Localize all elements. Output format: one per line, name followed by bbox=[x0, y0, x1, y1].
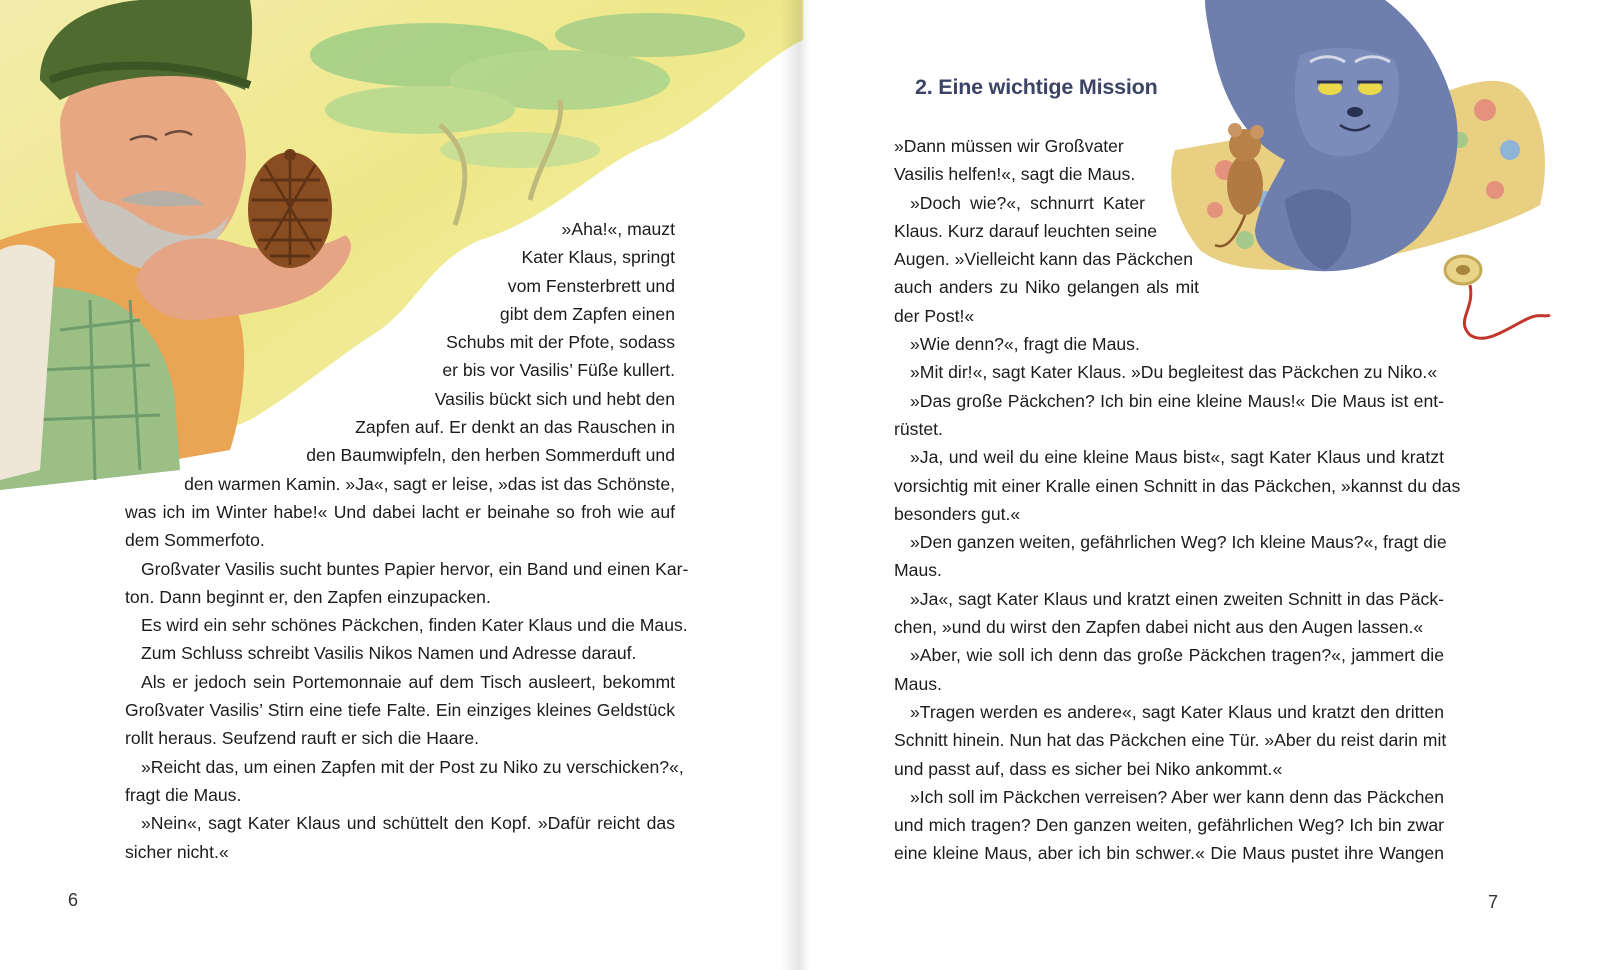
text-line: er bis vor Vasilis’ Füße kullert. bbox=[442, 360, 675, 381]
right-page bbox=[805, 0, 1607, 970]
text-line: den warmen Kamin. »Ja«, sagt er leise, »das ist das Schönste, bbox=[184, 473, 675, 494]
text-line: dem Sommerfoto. bbox=[125, 530, 265, 551]
text-line: was ich im Winter habe!« Und dabei lacht er beinahe so froh wie auf bbox=[125, 501, 675, 522]
text-line: Vasilis bückt sich und hebt den bbox=[434, 388, 675, 409]
text-line: Als er jedoch sein Portemonnaie auf dem Tisch ausleert, bekommt bbox=[141, 671, 675, 692]
text-line: den Baumwipfeln, den herben Sommerduft und bbox=[306, 445, 675, 466]
text-line: Großvater Vasilis’ Stirn eine tiefe Falte. Ein einziges kleines Geldstück bbox=[125, 700, 675, 721]
text-line: »Ja, und weil du eine kleine Maus bist«, sagt Kater Klaus und kratzt bbox=[910, 447, 1444, 468]
text-line: »Ich soll im Päckchen verreisen? Aber wer kann denn das Päckchen bbox=[910, 786, 1444, 807]
text-line: Vasilis helfen!«, sagt die Maus. bbox=[894, 164, 1136, 185]
text-line: »Reicht das, um einen Zapfen mit der Post zu Niko zu verschicken?«, bbox=[141, 756, 684, 777]
page-number-left: 6 bbox=[68, 890, 79, 910]
text-line: »Doch wie?«, schnurrt Kater bbox=[910, 192, 1145, 213]
text-line: Schubs mit der Pfote, sodass bbox=[446, 332, 675, 353]
text-line: fragt die Maus. bbox=[125, 784, 242, 805]
text-line: »Ja«, sagt Kater Klaus und kratzt einen zweiten Schnitt in das Päck- bbox=[910, 588, 1444, 609]
text-line: Schnitt hinein. Nun hat das Päckchen eine Tür. »Aber du reist darin mit bbox=[894, 730, 1447, 751]
text-line: »Das große Päckchen? Ich bin eine kleine Maus!« Die Maus ist ent- bbox=[910, 390, 1444, 411]
text-line: Zum Schluss schreibt Vasilis Nikos Namen und Adresse darauf. bbox=[141, 643, 637, 664]
text-line: »Mit dir!«, sagt Kater Klaus. »Du begleitest das Päckchen zu Niko.« bbox=[910, 362, 1438, 383]
text-line: Es wird ein sehr schönes Päckchen, finden Kater Klaus und die Maus. bbox=[141, 615, 688, 636]
text-line: eine kleine Maus, aber ich bin schwer.« Die Maus pustet ihre Wangen bbox=[894, 843, 1444, 864]
text-line: besonders gut.« bbox=[894, 503, 1021, 524]
left-page bbox=[0, 0, 803, 970]
text-line: Zapfen auf. Er denkt an das Rauschen in bbox=[355, 417, 675, 438]
text-line: »Dann müssen wir Großvater bbox=[894, 136, 1124, 156]
text-line: Maus. bbox=[894, 560, 942, 581]
text-line: Augen. »Vielleicht kann das Päckchen bbox=[894, 249, 1193, 270]
text-line: und mich tragen? Den ganzen weiten, gefährlichen Weg? Ich bin zwar bbox=[894, 815, 1444, 836]
text-line: »Aha!«, mauzt bbox=[561, 219, 675, 239]
text-line: gibt dem Zapfen einen bbox=[499, 303, 675, 324]
right-page-text bbox=[894, 132, 1461, 868]
text-line: chen, »und du wirst den Zapfen dabei nicht aus den Augen lassen.« bbox=[894, 617, 1424, 638]
text-line: und passt auf, dass es sicher bei Niko ankommt.« bbox=[894, 758, 1283, 779]
text-line: »Den ganzen weiten, gefährlichen Weg? Ich kleine Maus?«, fragt die bbox=[910, 532, 1447, 553]
text-line: Großvater Vasilis sucht buntes Papier hervor, ein Band und einen Kar- bbox=[141, 558, 689, 579]
text-line: der Post!« bbox=[894, 305, 975, 326]
text-line: sicher nicht.« bbox=[125, 841, 229, 862]
text-line: »Wie denn?«, fragt die Maus. bbox=[910, 334, 1140, 355]
text-line: Kater Klaus, springt bbox=[521, 247, 675, 268]
text-line: vorsichtig mit einer Kralle einen Schnitt in das Päckchen, »kannst du das bbox=[894, 475, 1461, 496]
text-line: vom Fensterbrett und bbox=[507, 275, 675, 296]
text-line: »Nein«, sagt Kater Klaus und schüttelt den Kopf. »Dafür reicht das bbox=[141, 813, 675, 834]
text-line: Maus. bbox=[894, 673, 942, 694]
text-line: »Aber, wie soll ich denn das große Päckchen tragen?«, jammert die bbox=[910, 645, 1444, 666]
left-page-text bbox=[125, 215, 689, 866]
text-line: auch anders zu Niko gelangen als mit bbox=[894, 277, 1199, 298]
text-line: »Tragen werden es andere«, sagt Kater Klaus und kratzt den dritten bbox=[910, 701, 1444, 722]
spool-and-ribbon bbox=[1445, 256, 1550, 338]
page-number-right: 7 bbox=[1488, 892, 1499, 912]
text-line: rollt heraus. Seufzend rauft er sich die Haare. bbox=[125, 728, 480, 749]
text-line: Klaus. Kurz darauf leuchten seine bbox=[894, 220, 1158, 241]
book-gutter-shadow bbox=[780, 0, 810, 970]
text-line: rüstet. bbox=[894, 418, 943, 439]
chapter-title: 2. Eine wichtige Mission bbox=[915, 75, 1158, 99]
text-line: ton. Dann beginnt er, den Zapfen einzupacken. bbox=[125, 586, 491, 607]
